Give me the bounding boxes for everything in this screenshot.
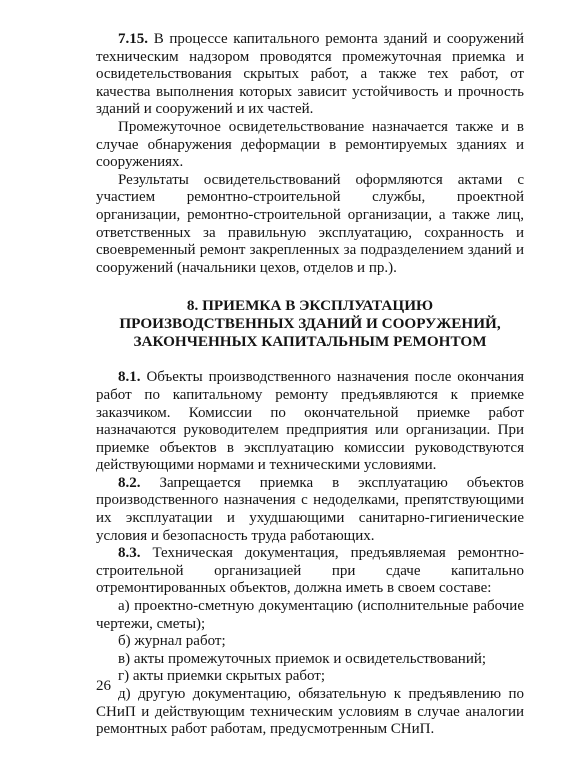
section-8-heading — [96, 297, 524, 351]
paragraph-text: Результаты освидетельствований оформляются актами с участием ремонтно-строительной службы, проектной организации, ремонтно-строительной организации, а также лиц, ответственных за правильную эксплуатацию, сохранность и своевременный ремонт закрепленных за подразделением зданий и сооружений (начальники цехов, отделов и пр.). — [96, 171, 524, 276]
list-item-text: а) проектно-сметную документацию (исполнительные рабочие чертежи, сметы); — [96, 598, 524, 632]
paragraph-8-3 — [96, 545, 524, 598]
paragraph-inspection-results — [96, 172, 524, 278]
paragraph-text: Объекты производственного назначения после окончания работ по капитальному ремонту предъявляются к приемке заказчиком. Комиссии по окончательной приемке работ назначаются руководителем предприятия или организации. При приемке объектов в эксплуатацию комиссии руководствуются действующими нормами и техническими условиями. — [96, 369, 524, 474]
list-item-a — [96, 598, 524, 633]
list-item-b — [96, 633, 524, 651]
list-item-text: б) журнал работ; — [118, 633, 226, 650]
paragraph-text: В процессе капитального ремонта зданий и сооружений техническим надзором проводятся промежуточная приемка и освидетельствования скрытых работ, а также тех работ, от качества выполнения которых зависит устойчивость и прочность зданий и сооружений и их частей. — [96, 31, 525, 118]
list-item-text: г) акты приемки скрытых работ; — [118, 668, 326, 685]
paragraph-text: Запрещается приемка в эксплуатацию объектов производственного назначения с недоделками, препятствующими их эксплуатации и ухудшающими санитарно-гигиенические условия и безопасность труда работающих. — [96, 474, 525, 544]
clause-number: 8.1. — [118, 369, 141, 386]
heading-line: 8. ПРИЕМКА В ЭКСПЛУАТАЦИЮ — [186, 297, 434, 315]
list-item-text: в) акты промежуточных приемок и освидетельствований; — [118, 650, 487, 667]
list-item-text: д) другую документацию, обязательную к предъявлению по СНиП и действующим техническим условиям в случае аналогии ремонтных работ работам, предусмотренным СНиП. — [96, 686, 524, 738]
heading-line: ЗАКОНЧЕННЫХ КАПИТАЛЬНЫМ РЕМОНТОМ — [133, 333, 487, 351]
paragraph-intermediate-inspection — [96, 119, 524, 172]
list-item-g — [96, 668, 524, 686]
list-item-d — [96, 686, 524, 739]
paragraph-8-1 — [96, 369, 524, 475]
clause-number: 8.2. — [118, 474, 141, 491]
page-number: 26 — [96, 678, 111, 694]
paragraph-text: Техническая документация, предъявляемая ремонтно-строительной организацией при сдаче капитально отремонтированных объектов, должна иметь в своем составе: — [96, 545, 524, 597]
body-text — [96, 31, 524, 739]
paragraph-text: Промежуточное освидетельствование назначается также и в случае обнаружения деформации в ремонтируемых зданиях и сооружениях. — [96, 118, 524, 171]
list-item-v — [96, 651, 524, 669]
paragraph-8-2 — [96, 475, 524, 545]
clause-number: 7.15. — [118, 31, 148, 47]
clause-number: 8.3. — [118, 545, 141, 562]
heading-line: ПРОИЗВОДСТВЕННЫХ ЗДАНИЙ И СООРУЖЕНИЙ, — [119, 315, 501, 333]
paragraph-7-15 — [96, 31, 524, 119]
